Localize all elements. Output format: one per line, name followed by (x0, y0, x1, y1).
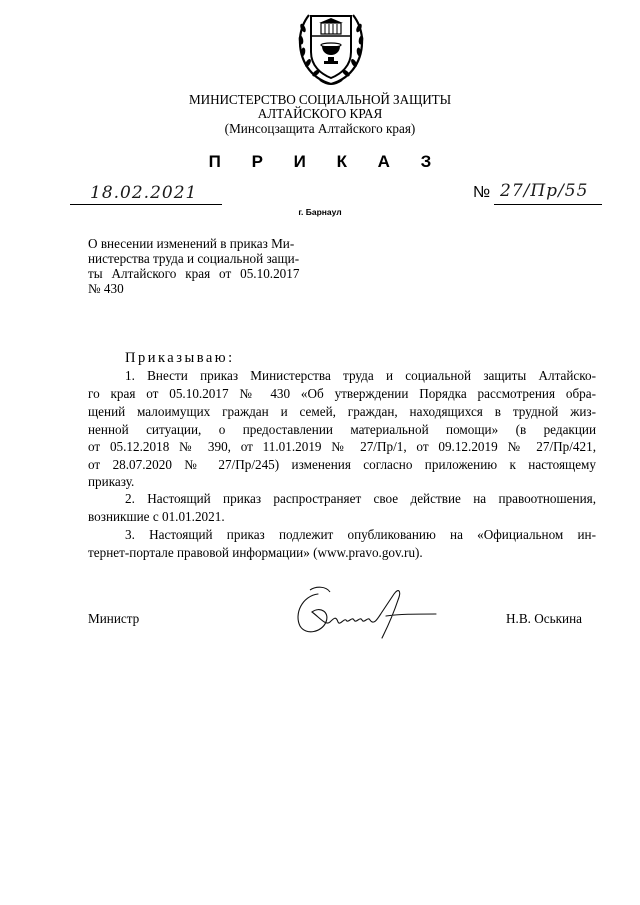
organization-short-name: (Минсоцзащита Алтайского края) (224, 121, 416, 136)
city-name: г. Барнаул (298, 207, 342, 217)
subject-line: О внесении изменений в приказ Ми- (88, 236, 295, 251)
number-underline (494, 204, 602, 205)
organization-name-line2: АЛТАЙСКОГО КРАЯ (257, 106, 383, 121)
document-date: 18.02.2021 (90, 183, 198, 203)
body-line: щений малоимущих граждан и семей, граждан, находящихся в трудной жиз- (88, 404, 596, 419)
date-underline (70, 204, 222, 205)
body-line: возникшие с 01.01.2021. (88, 509, 225, 524)
document-title: П Р И К А З (208, 152, 445, 171)
subject-line: № 430 (88, 281, 124, 296)
order-intro: Приказываю: (125, 350, 235, 366)
signatory-name: Н.В. Оськина (506, 611, 582, 626)
body-line: от 05.12.2018 № 390, от 11.01.2019 № 27/Пр/1, от 09.12.2019 № 27/Пр/421, (88, 439, 596, 454)
body-line: ненной ситуации, о предоставлении материальной помощи» (в редакции (88, 422, 596, 437)
body-line: от 28.07.2020 № 27/Пр/245) изменения согласно приложению к настоящему (88, 457, 596, 472)
document-number-label: № (473, 184, 491, 201)
body-line: тернет-портале правовой информации» (www.pravo.gov.ru). (88, 545, 423, 560)
body-line: приказу. (88, 474, 135, 489)
body-line: 2. Настоящий приказ распространяет свое действие на правоотношения, (125, 491, 596, 506)
subject-line: ты Алтайского края от 05.10.2017 (88, 266, 300, 281)
signatory-position: Министр (88, 611, 140, 626)
body-line: го края от 05.10.2017 № 430 «Об утверждении Порядка рассмотрения обра- (88, 386, 596, 401)
handwritten-signature-icon (290, 582, 440, 642)
document-number: 27/Пр/55 (500, 181, 589, 201)
body-line: 3. Настоящий приказ подлежит опубликованию на «Официальном ин- (125, 527, 596, 542)
subject-line: нистерства труда и социальной защи- (88, 251, 300, 266)
altai-krai-coat-of-arms-icon (294, 8, 368, 88)
organization-name-line1: МИНИСТЕРСТВО СОЦИАЛЬНОЙ ЗАЩИТЫ (189, 92, 451, 107)
body-line: 1. Внести приказ Министерства труда и социальной защиты Алтайско- (125, 368, 596, 383)
